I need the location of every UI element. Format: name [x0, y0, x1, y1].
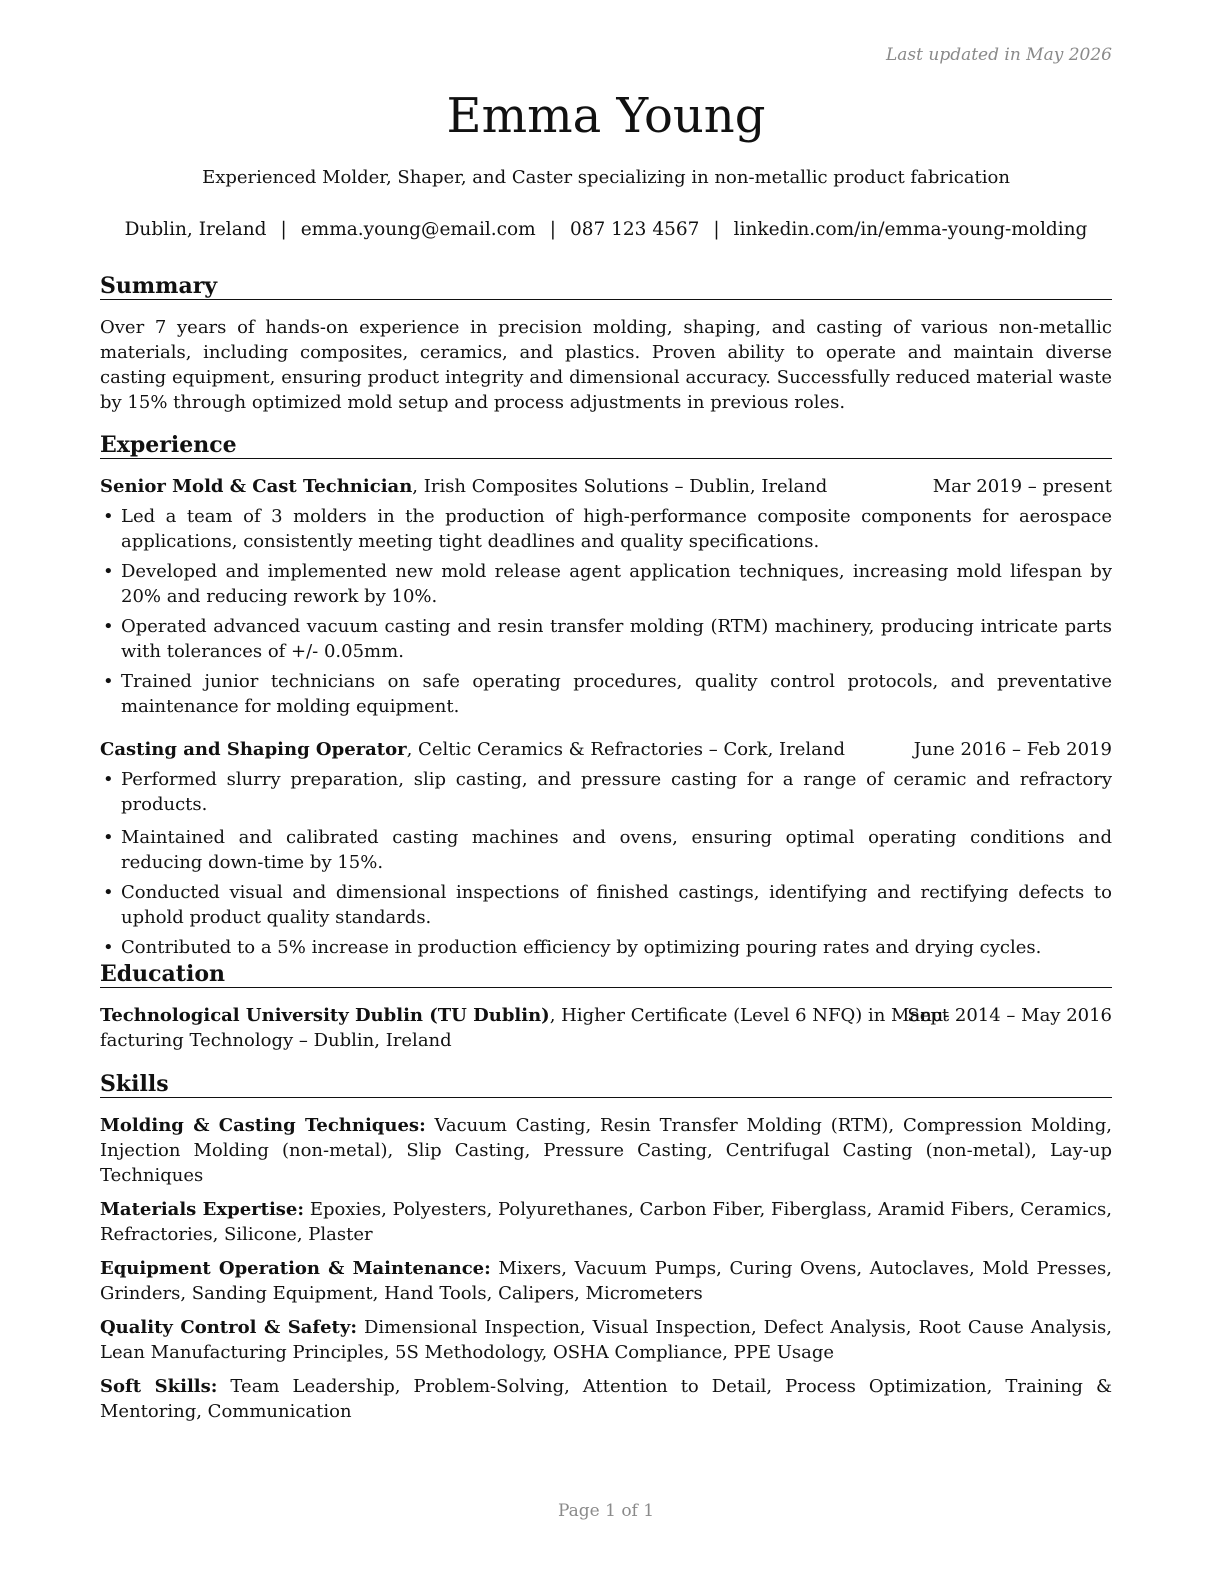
summary-section	[100, 273, 1112, 415]
education-degree-continued: facturing Technology – Dublin, Ireland	[100, 1030, 452, 1051]
job-header	[100, 474, 1112, 499]
skill-label: Materials Expertise:	[100, 1199, 305, 1220]
skill-group	[100, 1197, 1112, 1247]
summary-heading: Summary	[100, 273, 1112, 300]
contact-linkedin[interactable]: linkedin.com/in/emma-young-molding	[733, 219, 1088, 240]
job-dates: Mar 2019 – present	[932, 476, 1112, 497]
skills-list	[100, 1113, 1112, 1424]
job-title: Casting and Shaping Operator	[100, 739, 407, 760]
job-title: Senior Mold & Cast Technician	[100, 476, 413, 497]
job-bullet: • Trained junior technicians on safe operating procedures, quality control protocols, and preventative maintenance for molding equipment.	[100, 669, 1112, 719]
job-entry	[100, 474, 1112, 719]
skill-text: Mixers, Vacuum Pumps, Curing Ovens, Autoclaves, Mold Presses, Grinders, Sanding Equipment, Hand Tools, Calipers, Micrometers	[100, 1258, 1112, 1304]
job-bullet: • Led a team of 3 molders in the production of high-performance composite components for aerospace applications, consistently meeting tight deadlines and quality specifications.	[100, 504, 1112, 554]
skill-text: Dimensional Inspection, Visual Inspection, Defect Analysis, Root Cause Analysis, Lean Manufacturing Principles, 5S Methodology, OSHA Compliance, PPE Usage	[100, 1317, 1113, 1363]
education-section	[100, 961, 1112, 1053]
skills-section	[100, 1071, 1112, 1433]
job-bullets	[100, 767, 1112, 960]
skill-text: Epoxies, Polyesters, Polyurethanes, Carbon Fiber, Fiberglass, Aramid Fibers, Ceramics, Refractories, Silicone, Plaster	[100, 1199, 1112, 1245]
contact-separator: |	[713, 219, 720, 240]
candidate-name: Emma Young	[446, 88, 766, 144]
summary-text: Over 7 years of hands-on experience in precision molding, shaping, and casting of various non-metallic materials, including composites, ceramics, and plastics. Proven ability to operate and maintain diverse casting equipment, ensuring product integrity and dimensional accuracy. Successfully reduced material waste by 15% through optimized mold setup and process adjustments in previous roles.	[100, 317, 1112, 413]
education-heading: Education	[100, 961, 1112, 988]
skill-group	[100, 1113, 1112, 1188]
job-bullet: • Developed and implemented new mold release agent application techniques, increasing mold lifespan by 20% and reducing rework by 10%.	[100, 559, 1112, 609]
education-degree: , Higher Certificate (Level 6 NFQ) in Manu-	[549, 1005, 950, 1026]
experience-heading: Experience	[100, 432, 1112, 459]
contact-email[interactable]: emma.young@email.com	[300, 219, 536, 240]
education-dates: Sept 2014 – May 2016	[907, 1005, 1112, 1026]
job-org: , Irish Composites Solutions – Dublin, Ireland	[412, 476, 828, 497]
job-bullets	[100, 504, 1112, 719]
tagline: Experienced Molder, Shaper, and Caster specializing in non-metallic product fabrication	[202, 167, 1010, 188]
skill-label: Molding & Casting Techniques:	[100, 1115, 426, 1136]
resume-page	[100, 0, 1112, 1584]
job-bullet: • Performed slurry preparation, slip casting, and pressure casting for a range of ceramic and refractory products.	[100, 767, 1112, 817]
job-bullet: • Contributed to a 5% increase in production efficiency by optimizing pouring rates and drying cycles.	[100, 935, 1112, 960]
education-entry	[100, 1003, 1112, 1053]
job-bullet: • Maintained and calibrated casting machines and ovens, ensuring optimal operating conditions and reducing down-time by 15%.	[100, 825, 1112, 875]
skill-text: Team Leadership, Problem-Solving, Attention to Detail, Process Optimization, Training & Mentoring, Communication	[100, 1376, 1113, 1422]
skill-group	[100, 1374, 1112, 1424]
skill-group	[100, 1256, 1112, 1306]
contact-separator: |	[549, 219, 556, 240]
education-school: Technological University Dublin (TU Dublin)	[100, 1005, 550, 1026]
job-bullet: • Conducted visual and dimensional inspections of finished castings, identifying and rectifying defects to uphold product quality standards.	[100, 880, 1112, 930]
contact-line	[100, 219, 1112, 240]
skill-label: Quality Control & Safety:	[100, 1317, 357, 1338]
last-updated: Last updated in May 2026	[885, 45, 1112, 65]
job-dates: June 2016 – Feb 2019	[913, 739, 1112, 760]
skills-heading: Skills	[100, 1071, 1112, 1098]
job-entry	[100, 737, 1112, 960]
contact-location: Dublin, Ireland	[124, 219, 267, 240]
skill-text: Vacuum Casting, Resin Transfer Molding (RTM), Compression Molding, Injection Molding (non-metal), Slip Casting, Pressure Casting, Centrifugal Casting (non-metal), Lay-up Techniques	[100, 1115, 1112, 1186]
skill-group	[100, 1315, 1112, 1365]
skill-label: Soft Skills:	[100, 1376, 218, 1397]
experience-section	[100, 432, 1112, 965]
page-number: Page 1 of 1	[557, 1501, 655, 1521]
job-header	[100, 737, 1112, 762]
contact-phone: 087 123 4567	[569, 219, 700, 240]
job-org: , Celtic Ceramics & Refractories – Cork, Ireland	[406, 739, 845, 760]
job-bullet: • Operated advanced vacuum casting and resin transfer molding (RTM) machinery, producing intricate parts with tolerances of +/- 0.05mm.	[100, 614, 1112, 664]
skill-label: Equipment Operation & Maintenance:	[100, 1258, 491, 1279]
contact-separator: |	[280, 219, 287, 240]
